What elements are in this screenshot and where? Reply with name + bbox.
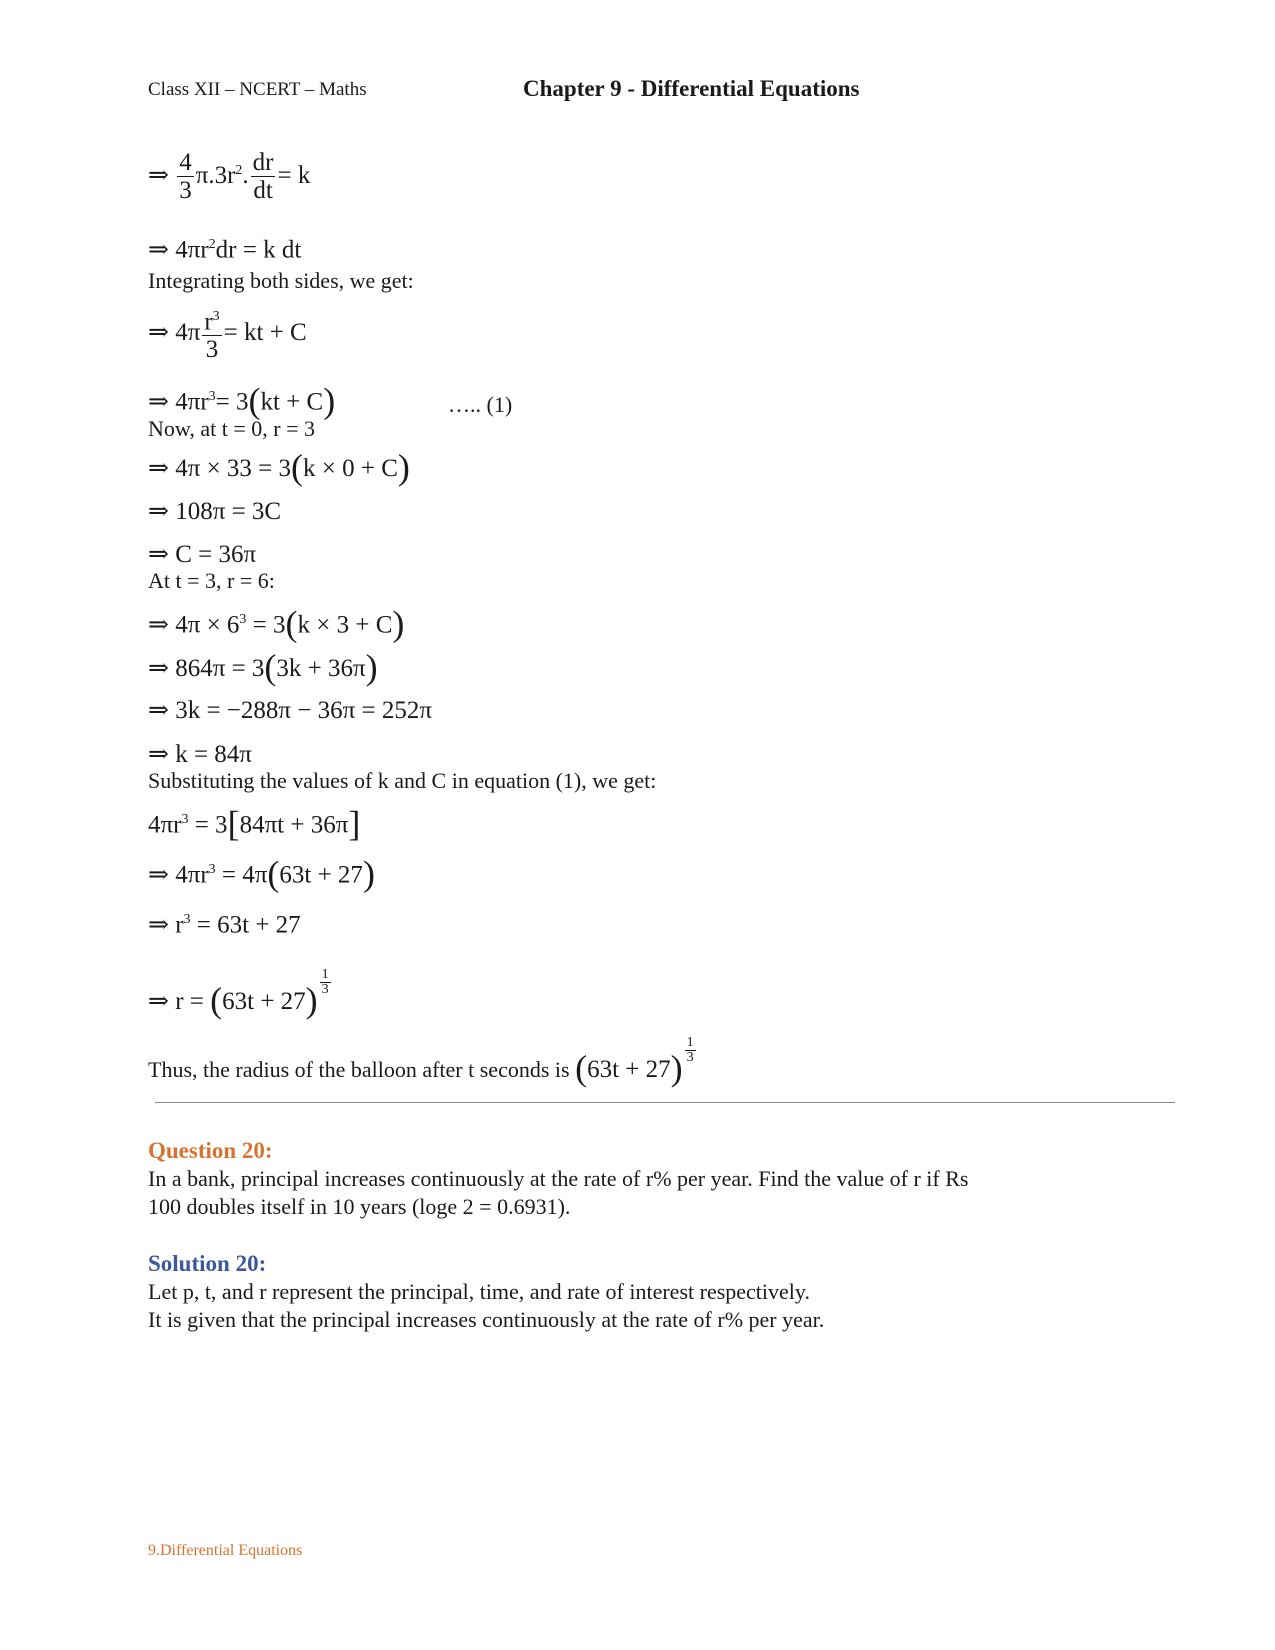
solution-line-2: It is given that the principal increases continuously at the rate of r% per year. (148, 1307, 825, 1332)
fraction-r-cubed-over-3: $\frac{r^3}{3}$ (202, 304, 221, 364)
equation-step-4: ⇒ $4\pi r^3= 3(kt + C)$ (148, 380, 336, 421)
equation-step-15: ⇒ r = (63t + 27) $\frac{1}{3}$ (148, 967, 329, 1020)
conclusion-text: Thus, the radius of the balloon after t seconds is (63t + 27) $\frac{1}{3}$ (148, 1035, 694, 1088)
equation-step-14: ⇒ $r^3 = 63t + 27$ (148, 911, 301, 939)
equation-reference-1: ….. (1) (448, 392, 513, 417)
exponent-one-third: $\frac{1}{3}$ (686, 1035, 694, 1065)
exponent-one-third: $\frac{1}{3}$ (321, 967, 329, 997)
footer-chapter-label: 9.Differential Equations (148, 1542, 303, 1559)
question-line-2: 100 doubles itself in 10 years (loge 2 = 0.6931). (148, 1194, 571, 1219)
equation-step-2: ⇒ $4\pi r^2dr = k$ dt (148, 236, 302, 264)
fraction-dr-dt: $\frac{dr}{dt}$ (252, 149, 274, 204)
implies-arrow: ⇒ (148, 162, 169, 190)
equation-step-12: $4\pi r^3 = 3[84\pi t + 36\pi]$ (148, 803, 361, 844)
equation-step-10: ⇒ 3k = −288π − 36π = 252π (148, 697, 432, 724)
header-class-label: Class XII – NCERT – Maths (148, 79, 367, 100)
integrating-text: Integrating both sides, we get: (148, 268, 414, 293)
equation-step-3: ⇒ 4π $\frac{r^3}{3}$ = kt + C (148, 304, 307, 364)
fraction-four-thirds: $\frac{4}{3}$ (179, 149, 192, 204)
solution-heading: Solution 20: (148, 1251, 267, 1276)
equation-step-9: ⇒ 864π = 3(3k + 36π) (148, 647, 378, 687)
equation-step-1: ⇒ $\frac{4}{3}$ $\pi.3r^2$. $\frac{dr}{dt}$ = k (148, 149, 311, 204)
header-chapter-title: Chapter 9 - Differential Equations (523, 76, 860, 101)
second-condition-text: At t = 3, r = 6: (148, 568, 275, 593)
equation-step-6: ⇒ 108π = 3C (148, 498, 282, 525)
question-line-1: In a bank, principal increases continuously at the rate of r% per year. Find the value of r if Rs (148, 1166, 969, 1191)
equation-step-5: ⇒ 4π × 33 = 3(k × 0 + C) (148, 447, 410, 487)
equation-step-13: ⇒ $4\pi r^3 = 4\pi(63t + 27)$ (148, 853, 375, 894)
equation-step-11: ⇒ k = 84π (148, 741, 252, 768)
question-heading: Question 20: (148, 1138, 273, 1163)
equation-step-8: ⇒ $4\pi \times 6^3 = 3(k \times 3 + C)$ (148, 603, 405, 644)
substitution-text: Substituting the values of k and C in equation (1), we get: (148, 768, 657, 793)
section-divider (155, 1102, 1175, 1103)
equation-step-7: ⇒ C = 36π (148, 541, 257, 568)
solution-line-1: Let p, t, and r represent the principal, time, and rate of interest respectively. (148, 1279, 810, 1304)
initial-condition-text: Now, at t = 0, r = 3 (148, 416, 315, 441)
